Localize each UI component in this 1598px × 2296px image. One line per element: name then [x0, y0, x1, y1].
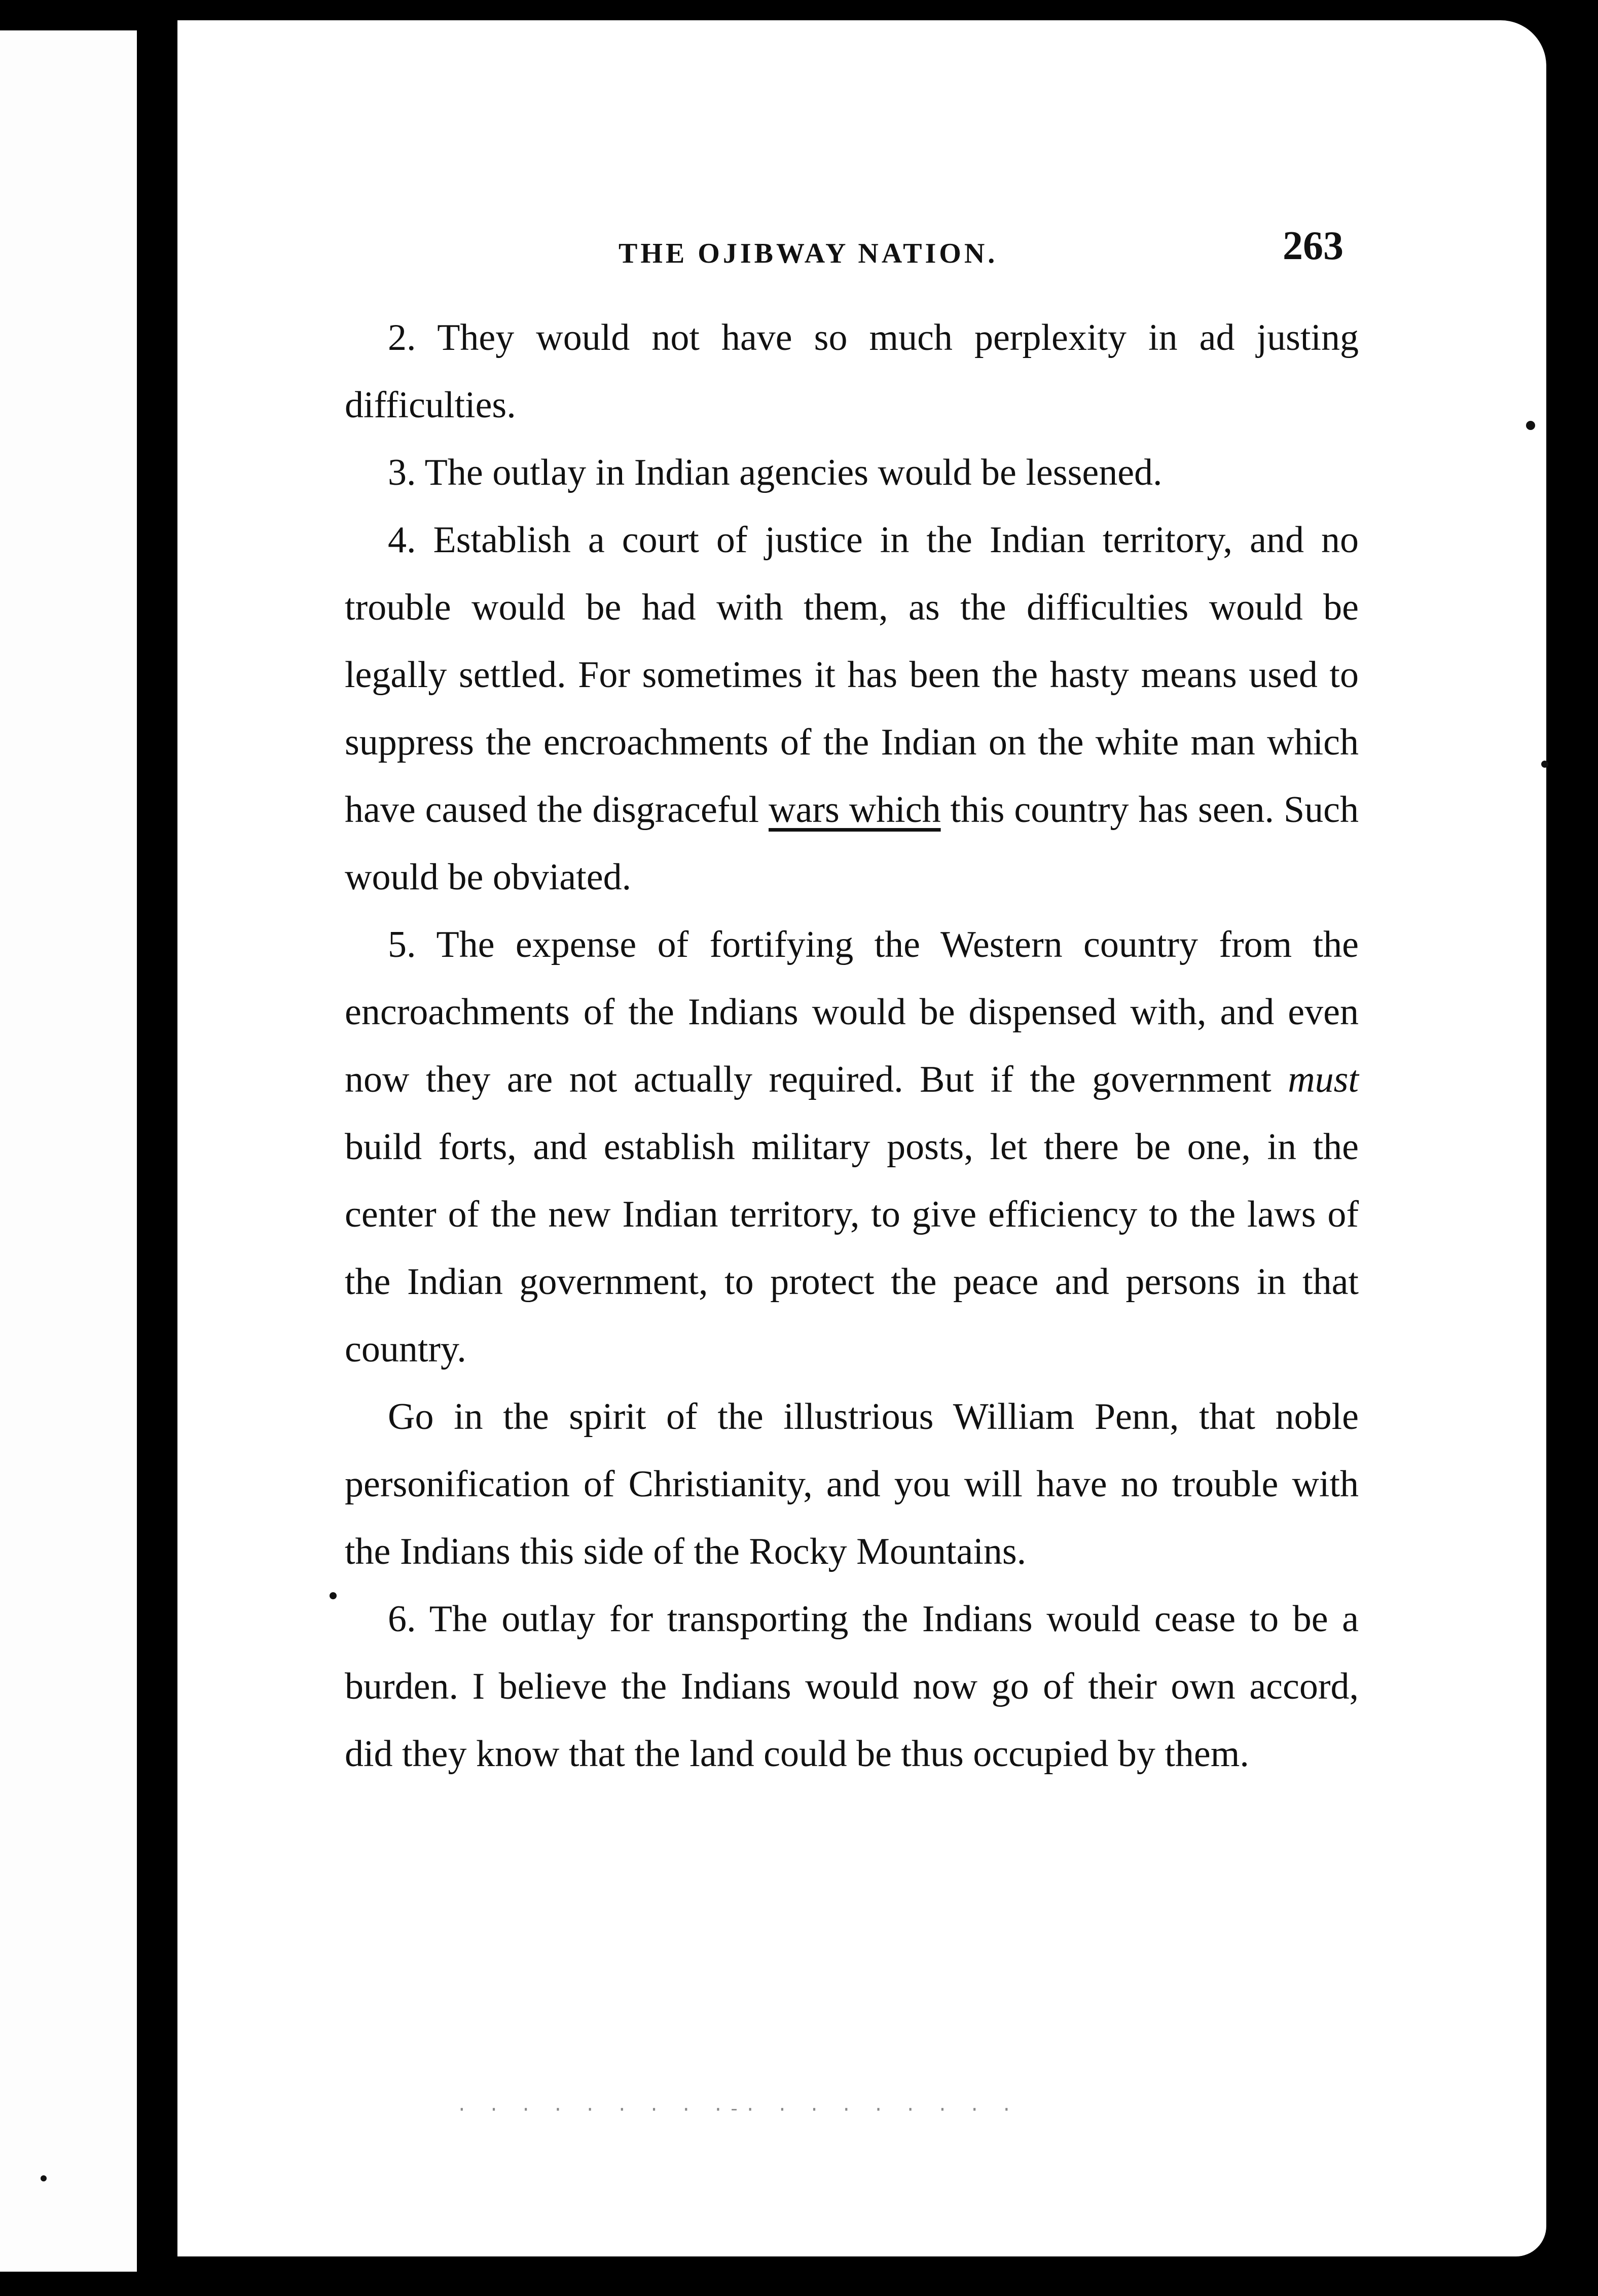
page-edge-shadow — [1546, 0, 1598, 2296]
margin-speck — [1541, 761, 1548, 768]
bottom-dots-decoration: · · · · · · · · ·-· · · · · · · · · — [456, 2099, 1018, 2120]
margin-speck — [330, 1592, 337, 1599]
italic-emphasis: must — [1288, 1059, 1359, 1100]
book-gutter — [137, 0, 177, 2296]
paragraph-5 — [345, 911, 1359, 1383]
paragraph-2: 2. They would not have so much perplexity in ad justing difficulties. — [345, 317, 1359, 426]
page-number: 263 — [1283, 224, 1343, 268]
page-text — [345, 223, 1359, 1788]
paragraph-penn: Go in the spirit of the illustrious William Penn, that noble personification of Christianity, and you will have no trouble with the Indians this side of the Rocky Mountains. — [345, 1396, 1359, 1572]
facing-page-edge — [0, 30, 137, 2272]
running-header — [345, 223, 1359, 284]
underlined-phrase: wars which — [769, 789, 941, 831]
paragraph-5-text-a: 5. The expense of fortifying the Western country from the encroachments of the Indians would be dispensed with, and even now they are not actually required. But if the government — [345, 924, 1359, 1100]
margin-speck — [1526, 421, 1535, 430]
running-title: THE OJIBWAY NATION. — [619, 238, 998, 269]
paragraph-4-text-b: this country has seen. Such would be obviated. — [345, 789, 1359, 898]
paragraph-5-text-b: build forts, and establish military posts, let there be one, in the center of the new Indian territory, to give efficiency to the laws of the Indian government, to protect the peace and persons in that country. — [345, 1126, 1359, 1370]
paragraph-6: 6. The outlay for transporting the Indians would cease to be a burden. I believe the Indians would now go of their own accord, did they know that the land could be thus occupied by them. — [345, 1598, 1359, 1775]
paragraph-4-text-a: 4. Establish a court of justice in the Indian territory, and no trouble would be had with them, as the difficulties would be legally settled. For sometimes it has been the hasty means used to suppress the encroachments of the Indian on the white man which have caused the disgraceful — [345, 519, 1359, 831]
paragraph-3: 3. The outlay in Indian agencies would be lessened. — [388, 452, 1163, 493]
margin-speck — [41, 2175, 47, 2181]
paragraph-4 — [345, 507, 1359, 911]
